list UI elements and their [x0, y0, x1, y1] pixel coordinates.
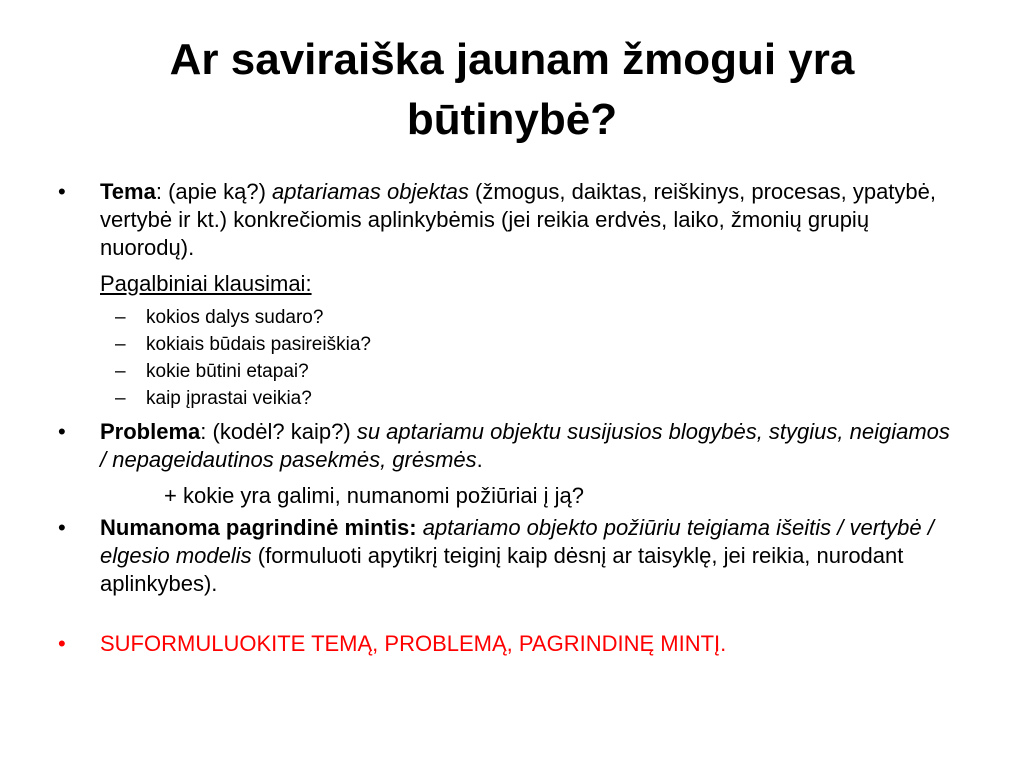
dash-icon: – [115, 334, 126, 355]
helper-heading: Pagalbiniai klausimai: [100, 271, 312, 296]
mintis-label: Numanoma pagrindinė mintis: [100, 515, 417, 540]
slide-title-line-1: Ar saviraiška jaunam žmogui yra [169, 35, 855, 84]
helper-question-text: kaip įprastai veikia? [146, 388, 312, 409]
tema-label: Tema [100, 179, 156, 204]
tema-text-1: (apie ką?) [168, 179, 273, 204]
helper-question-text: kokie būtini etapai? [146, 361, 309, 382]
mintis-emphasis: aptariamo objekto požiūriu teigiama išeitis / vertybė / elgesio modelis [100, 515, 934, 568]
mintis-bullet [58, 514, 958, 598]
tema-text-2: (žmogus, daiktas, reiškinys, procesas, ypatybė, vertybė ir kt.) konkrečiomis aplinkybėmis (jei reikia erdvės, laiko, žmonių grupių nuorodų). [100, 179, 937, 260]
tema-colon: : [155, 179, 169, 204]
helper-question [58, 304, 958, 331]
task-bullet [58, 630, 958, 658]
problema-bullet [58, 418, 958, 474]
dash-icon: – [115, 361, 126, 382]
bullet-icon: • [58, 515, 66, 540]
bullet-icon: • [58, 179, 66, 204]
helper-question [58, 385, 958, 412]
helper-question [58, 331, 958, 358]
dash-icon: – [115, 307, 126, 328]
slide-title [40, 30, 984, 150]
helper-question [58, 358, 958, 385]
problema-text-2: . [476, 447, 483, 472]
dash-icon: – [115, 388, 126, 409]
slide-title-line-2: būtinybė? [406, 95, 618, 144]
mintis-text-2: (formuluoti apytikrį teiginį kaip dėsnį ar taisyklę, jei reikia, nurodant aplinkybes). [100, 543, 904, 596]
helper-heading-row [58, 270, 958, 298]
problema-emphasis: su aptariamu objektu susijusios blogybės, stygius, neigiamos / nepageidautinos pasekmės, grėsmės [100, 419, 950, 472]
tema-bullet [58, 178, 958, 262]
problema-label: Problema [100, 419, 201, 444]
helper-question-text: kokiais būdais pasireiškia? [146, 334, 371, 355]
bullet-icon: • [58, 631, 66, 656]
problema-text-1: (kodėl? kaip?) [212, 419, 357, 444]
tema-emphasis: aptariamas objektas [272, 179, 469, 204]
task-text: SUFORMULUOKITE TEMĄ, PROBLEMĄ, PAGRINDINĘ MINTĮ. [100, 631, 727, 656]
problema-colon: : [200, 419, 213, 444]
slide-content [58, 178, 958, 662]
bullet-icon: • [58, 419, 66, 444]
helper-question-text: kokios dalys sudaro? [146, 307, 324, 328]
spacer [58, 602, 958, 630]
problema-extra: + kokie yra galimi, numanomi požiūriai į ją? [164, 483, 585, 508]
